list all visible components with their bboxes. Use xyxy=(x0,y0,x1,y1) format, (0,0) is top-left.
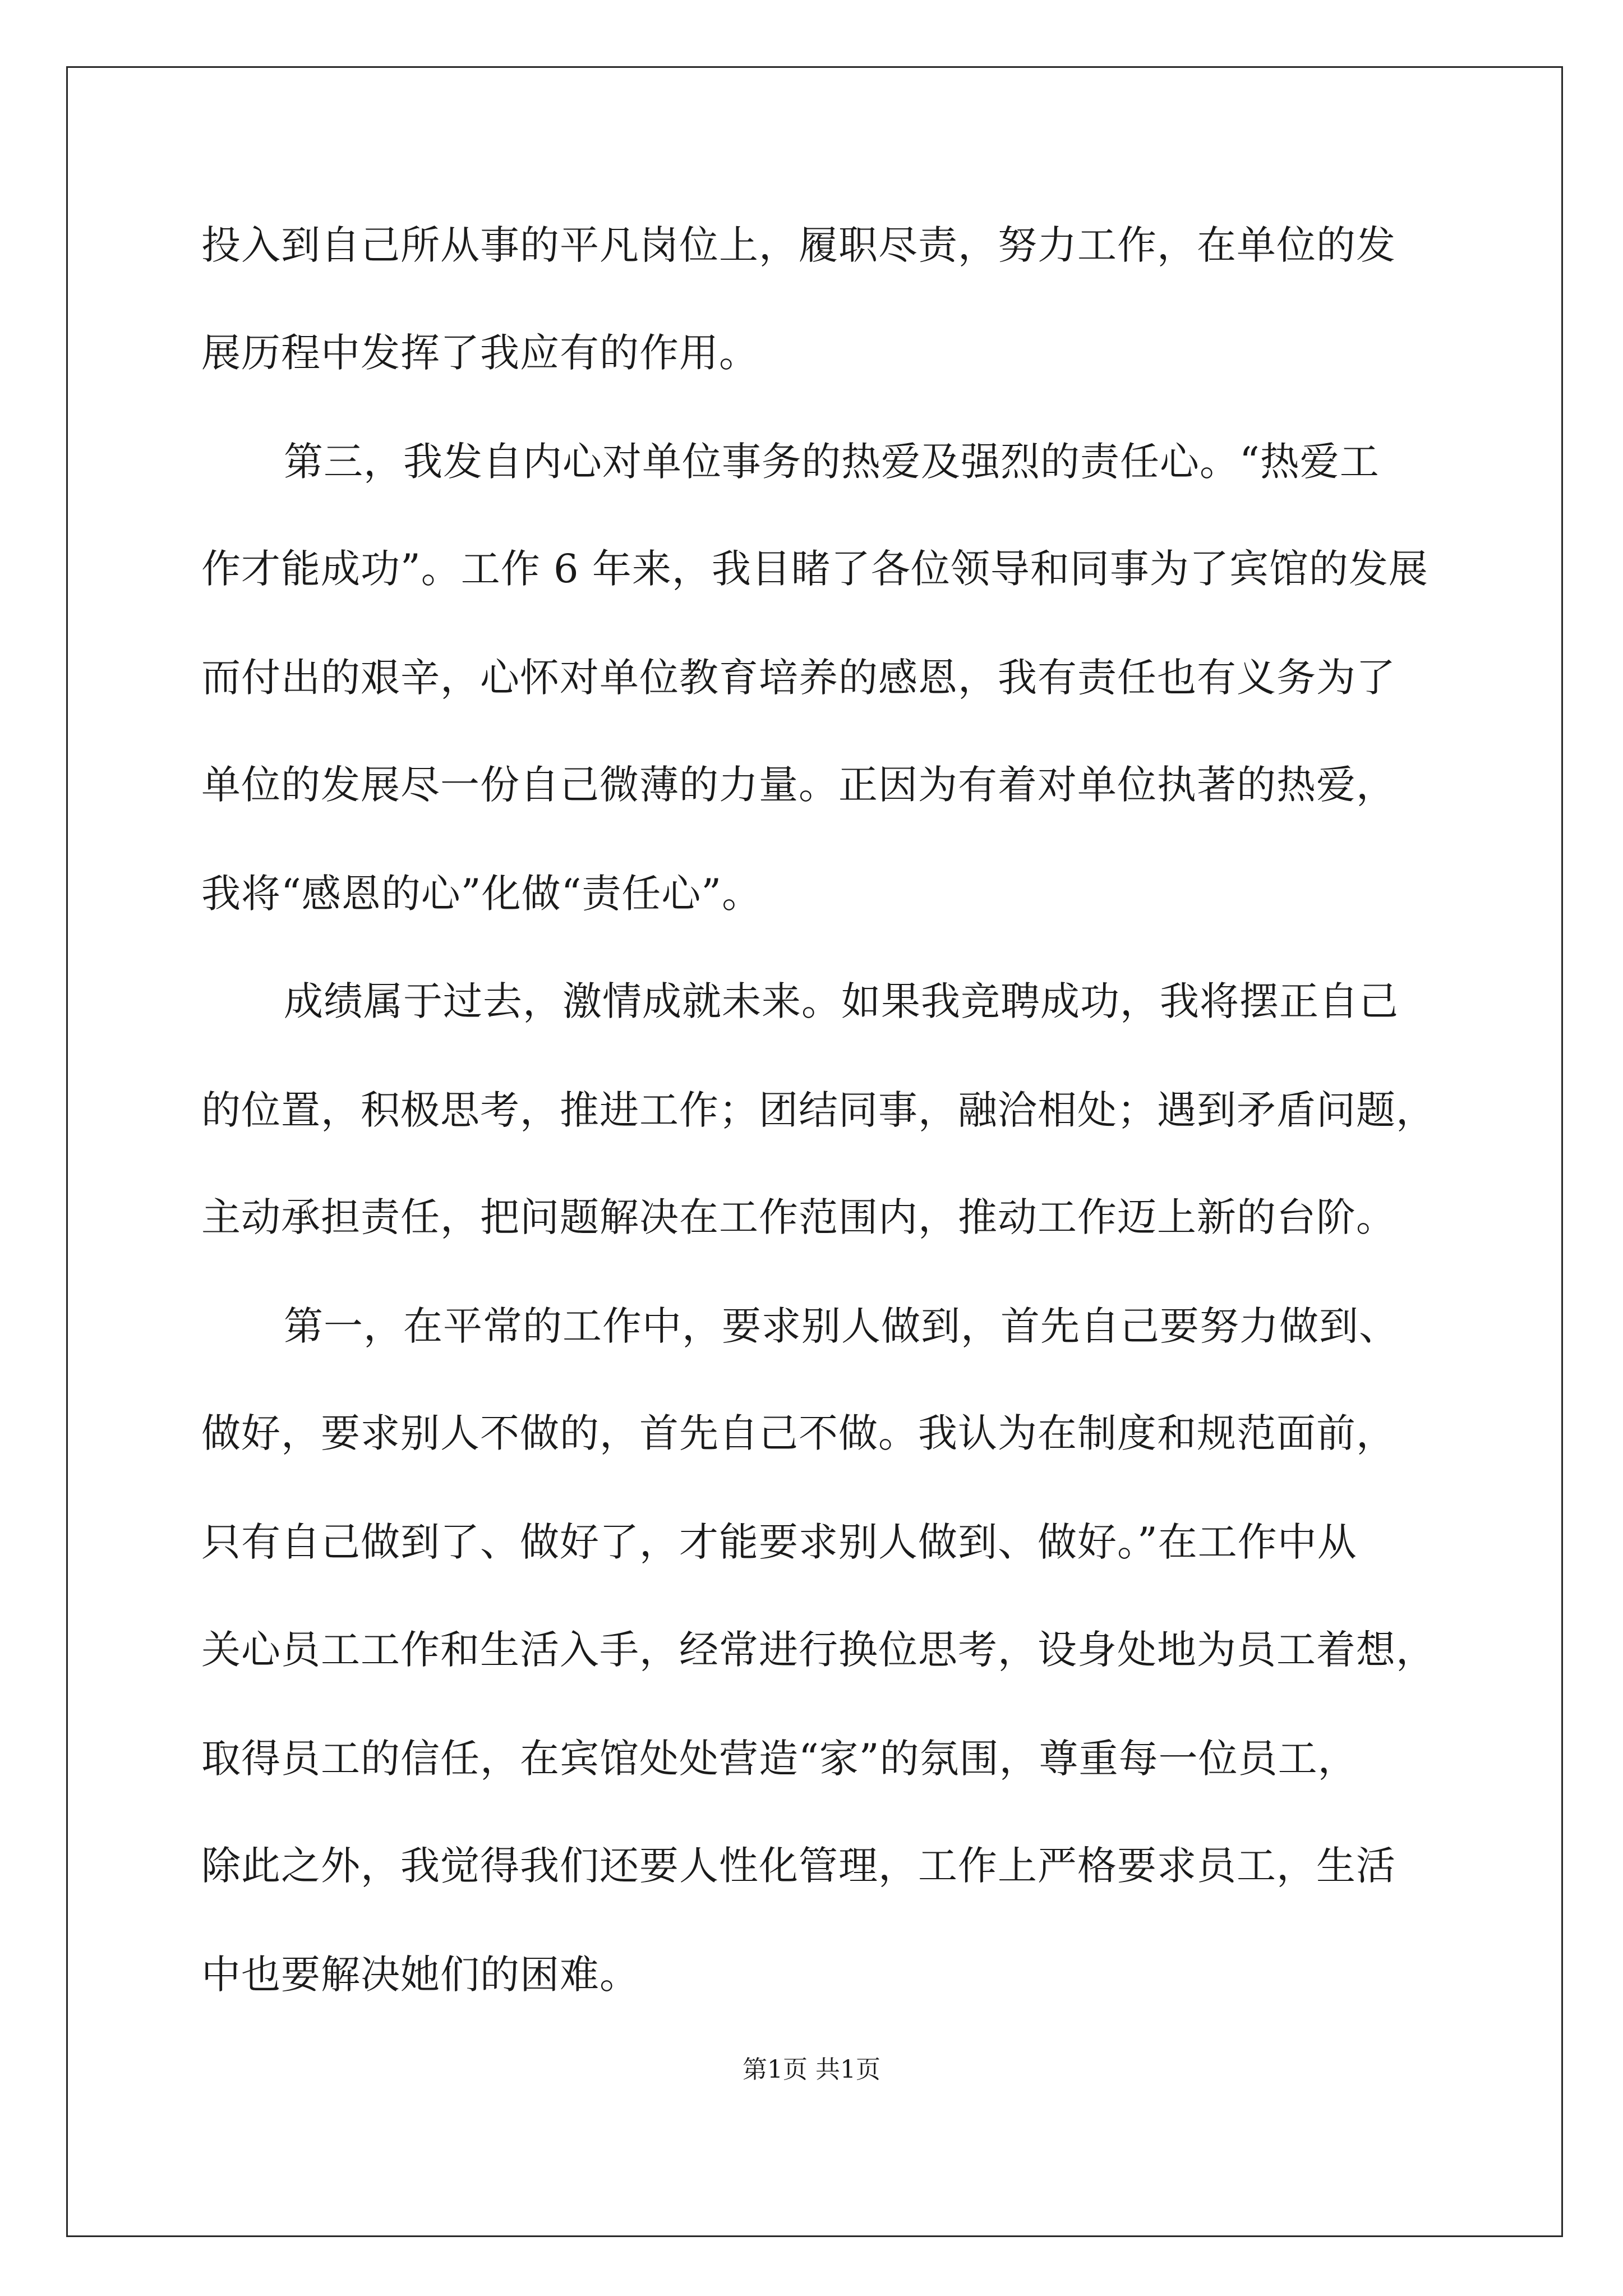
page-border xyxy=(66,66,1563,2237)
text-line: 我将“感恩的心”化做“责任心”。 xyxy=(201,871,762,917)
text-line: 展历程中发挥了我应有的作用。 xyxy=(201,330,759,376)
text-line: 成绩属于过去，激情成就未来。如果我竞聘成功，我将摆正自己 xyxy=(284,978,1399,1024)
text-line: 第三，我发自内心对单位事务的热爱及强烈的责任心。“热爱工 xyxy=(284,439,1380,485)
text-line: 只有自己做到了、做好了，才能要求别人做到、做好。”在工作中从 xyxy=(201,1519,1357,1565)
text-line: 第一，在平常的工作中，要求别人做到，首先自己要努力做到、 xyxy=(284,1303,1399,1349)
text-line: 除此之外，我觉得我们还要人性化管理，工作上严格要求员工，生活 xyxy=(201,1843,1396,1889)
text-line: 的位置，积极思考，推进工作；团结同事，融洽相处；遇到矛盾问题， xyxy=(201,1087,1436,1133)
text-line: 取得员工的信任，在宾馆处处营造“家”的氛围，尊重每一位员工， xyxy=(201,1736,1358,1782)
text-line: 单位的发展尽一份自己微薄的力量。正因为有着对单位执著的热爱， xyxy=(201,762,1396,808)
text-line: 做好，要求别人不做的，首先自己不做。我认为在制度和规范面前， xyxy=(201,1410,1396,1456)
text-line: 作才能成功”。工作 6 年来，我目睹了各位领导和同事为了宾馆的发展 xyxy=(201,546,1428,592)
text-line: 投入到自己所从事的平凡岗位上，履职尽责，努力工作，在单位的发 xyxy=(201,222,1396,268)
text-line: 中也要解决她们的困难。 xyxy=(201,1952,639,1998)
text-line: 关心员工工作和生活入手，经常进行换位思考，设身处地为员工着想， xyxy=(201,1627,1436,1673)
text-line: 而付出的艰辛，心怀对单位教育培养的感恩，我有责任也有义务为了 xyxy=(201,655,1396,701)
page-number-footer: 第1页 共1页 xyxy=(743,2055,880,2084)
text-line: 主动承担责任，把问题解决在工作范围内，推动工作迈上新的台阶。 xyxy=(201,1194,1396,1240)
